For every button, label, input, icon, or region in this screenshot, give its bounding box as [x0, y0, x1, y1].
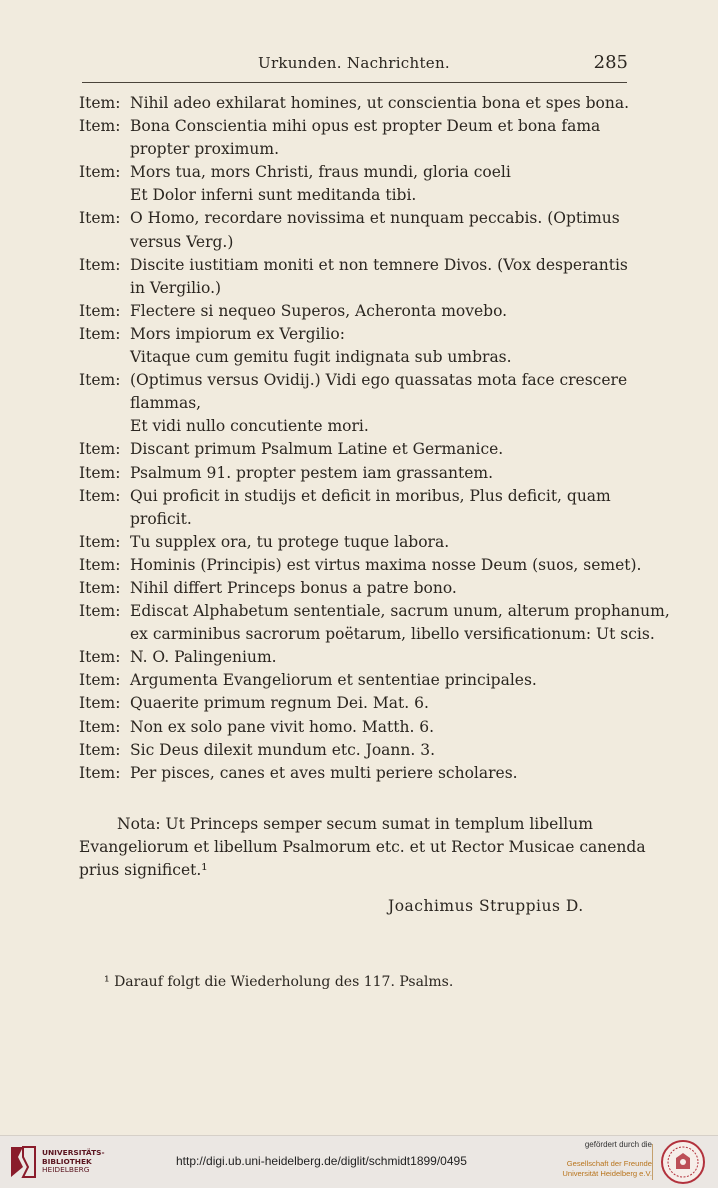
item-text-line: O Homo, recordare novissima et nunquam peccabis. (Optimus [130, 209, 620, 228]
item-text [130, 577, 639, 600]
item-text [130, 600, 670, 646]
item-entry [79, 254, 639, 300]
item-text [130, 531, 639, 554]
signature: Joachimus Struppius D. [388, 897, 584, 915]
item-text [130, 369, 639, 438]
nota-line: Nota: Ut Princeps semper secum sumat in templum libellum [117, 815, 593, 833]
item-entry [79, 692, 639, 715]
item-text [130, 762, 639, 785]
item-text [130, 692, 639, 715]
item-text [130, 462, 639, 485]
item-label: Item: [79, 555, 121, 574]
library-logo-icon [9, 1145, 37, 1179]
item-text-line: Per pisces, canes et aves multi periere scholares. [130, 763, 518, 782]
footer-divider [652, 1144, 653, 1180]
item-text-line: Discite iustitiam moniti et non temnere Divos. (Vox desperantis [130, 255, 628, 274]
item-entry [79, 92, 639, 115]
item-text-line: Qui proficit in studijs et deficit in moribus, Plus deficit, quam [130, 486, 611, 505]
item-text [130, 554, 641, 577]
item-entry [79, 762, 639, 785]
item-text [130, 207, 639, 253]
item-text-line: versus Verg.) [130, 232, 234, 251]
item-text-line: flammas, [130, 394, 202, 413]
item-text-line: Et vidi nullo concutiente mori. [130, 417, 369, 436]
item-text-line: Et Dolor inferni sunt meditanda tibi. [130, 186, 417, 205]
item-text [130, 115, 639, 161]
item-label: Item: [79, 301, 121, 320]
item-text [130, 161, 639, 207]
item-text [130, 254, 639, 300]
item-label: Item: [79, 94, 121, 112]
item-text-line: Mors tua, mors Christi, fraus mundi, gloria coeli [130, 163, 511, 182]
item-text-line: Non ex solo pane vivit homo. Matth. 6. [130, 717, 435, 736]
item-text-line: ex carminibus sacrorum poëtarum, libello versificationum: Ut scis. [130, 625, 655, 644]
nota-line: prius significet.¹ [79, 861, 208, 880]
item-text [130, 300, 639, 323]
nota-paragraph [79, 813, 646, 882]
item-entry [79, 323, 639, 369]
university-seal-icon [660, 1139, 706, 1185]
nota-line: Evangeliorum et libellum Psalmorum etc. et ut Rector Musicae canenda [79, 838, 646, 857]
item-entry [79, 554, 642, 577]
item-label: Item: [79, 578, 121, 597]
item-text [130, 92, 639, 115]
item-text-line: Discant primum Psalmum Latine et Germanice. [130, 440, 504, 459]
item-entry [79, 369, 639, 438]
item-text-line: Tu supplex ora, tu protege tuque labora. [130, 532, 450, 551]
item-label: Item: [79, 486, 121, 505]
item-entry [79, 207, 639, 253]
item-text [130, 438, 639, 461]
item-label: Item: [79, 324, 121, 343]
item-entry [79, 161, 639, 207]
item-list [79, 92, 670, 785]
item-text-line: Mors impiorum ex Vergilio: [130, 324, 345, 343]
item-entry [79, 739, 639, 762]
item-text [130, 669, 639, 692]
library-name: UNIVERSITÄTS- BIBLIOTHEK HEIDELBERG [42, 1148, 105, 1175]
item-label: Item: [79, 117, 121, 136]
item-label: Item: [79, 440, 121, 459]
item-text-line: (Optimus versus Ovidij.) Vidi ego quassatas mota face crescere [130, 371, 628, 390]
item-entry [79, 669, 639, 692]
item-text-line: Argumenta Evangeliorum et sententiae principales. [130, 671, 537, 690]
item-label: Item: [79, 255, 121, 274]
item-text-line: Hominis (Principis) est virtus maxima nosse Deum (suos, semet). [130, 555, 642, 574]
permalink-url[interactable]: http://digi.ub.uni-heidelberg.de/diglit/schmidt1899/0495 [176, 1154, 467, 1168]
item-entry [79, 438, 639, 461]
item-text [130, 716, 639, 739]
item-text-line: Psalmum 91. propter pestem iam grassantem. [130, 463, 494, 482]
header-rule [82, 82, 627, 83]
item-label: Item: [79, 602, 121, 621]
item-text-line: Quaerite primum regnum Dei. Mat. 6. [130, 694, 429, 713]
item-label: Item: [79, 740, 121, 759]
item-text-line: Sic Deus dilexit mundum etc. Joann. 3. [130, 740, 436, 759]
item-text-line: Nihil adeo exhilarat homines, ut conscientia bona et spes bona. [130, 94, 630, 112]
item-label: Item: [79, 532, 121, 551]
item-label: Item: [79, 717, 121, 736]
item-entry [79, 462, 639, 485]
item-entry [79, 646, 639, 669]
item-text-line: Ediscat Alphabetum sententiale, sacrum unum, alterum prophanum, [130, 602, 670, 621]
item-entry [79, 531, 639, 554]
item-entry [79, 577, 639, 600]
footer-bar [0, 1135, 718, 1188]
item-text-line: in Vergilio.) [130, 278, 222, 297]
item-label: Item: [79, 209, 121, 228]
sponsor-credit: gefördert durch die Gesellschaft der Freunde Universität Heidelberg e.V. [562, 1140, 652, 1178]
item-text [130, 323, 639, 369]
item-entry [79, 600, 670, 646]
item-text [130, 485, 639, 531]
item-text-line: Nihil differt Princeps bonus a patre bono. [130, 578, 457, 597]
item-text-line: propter proximum. [130, 140, 279, 159]
item-label: Item: [79, 671, 121, 690]
page-number: 285 [593, 52, 628, 73]
item-label: Item: [79, 763, 121, 782]
footnote: ¹ Darauf folgt die Wiederholung des 117. Psalms. [104, 974, 454, 990]
item-text-line: proficit. [130, 509, 192, 528]
item-label: Item: [79, 463, 121, 482]
item-text-line: N. O. Palingenium. [130, 648, 277, 667]
item-label: Item: [79, 648, 121, 667]
running-head-title: Urkunden. Nachrichten. [258, 54, 450, 72]
item-entry [79, 716, 639, 739]
item-text [130, 646, 639, 669]
item-label: Item: [79, 163, 121, 182]
item-entry [79, 485, 639, 531]
item-text-line: Bona Conscientia mihi opus est propter Deum et bona fama [130, 117, 601, 136]
item-text-line: Flectere si nequeo Superos, Acheronta movebo. [130, 301, 508, 320]
item-text [130, 739, 639, 762]
item-label: Item: [79, 371, 121, 390]
item-text-line: Vitaque cum gemitu fugit indignata sub umbras. [130, 348, 512, 367]
running-head [80, 54, 628, 78]
item-label: Item: [79, 694, 121, 713]
item-entry [79, 115, 639, 161]
item-entry [79, 300, 639, 323]
